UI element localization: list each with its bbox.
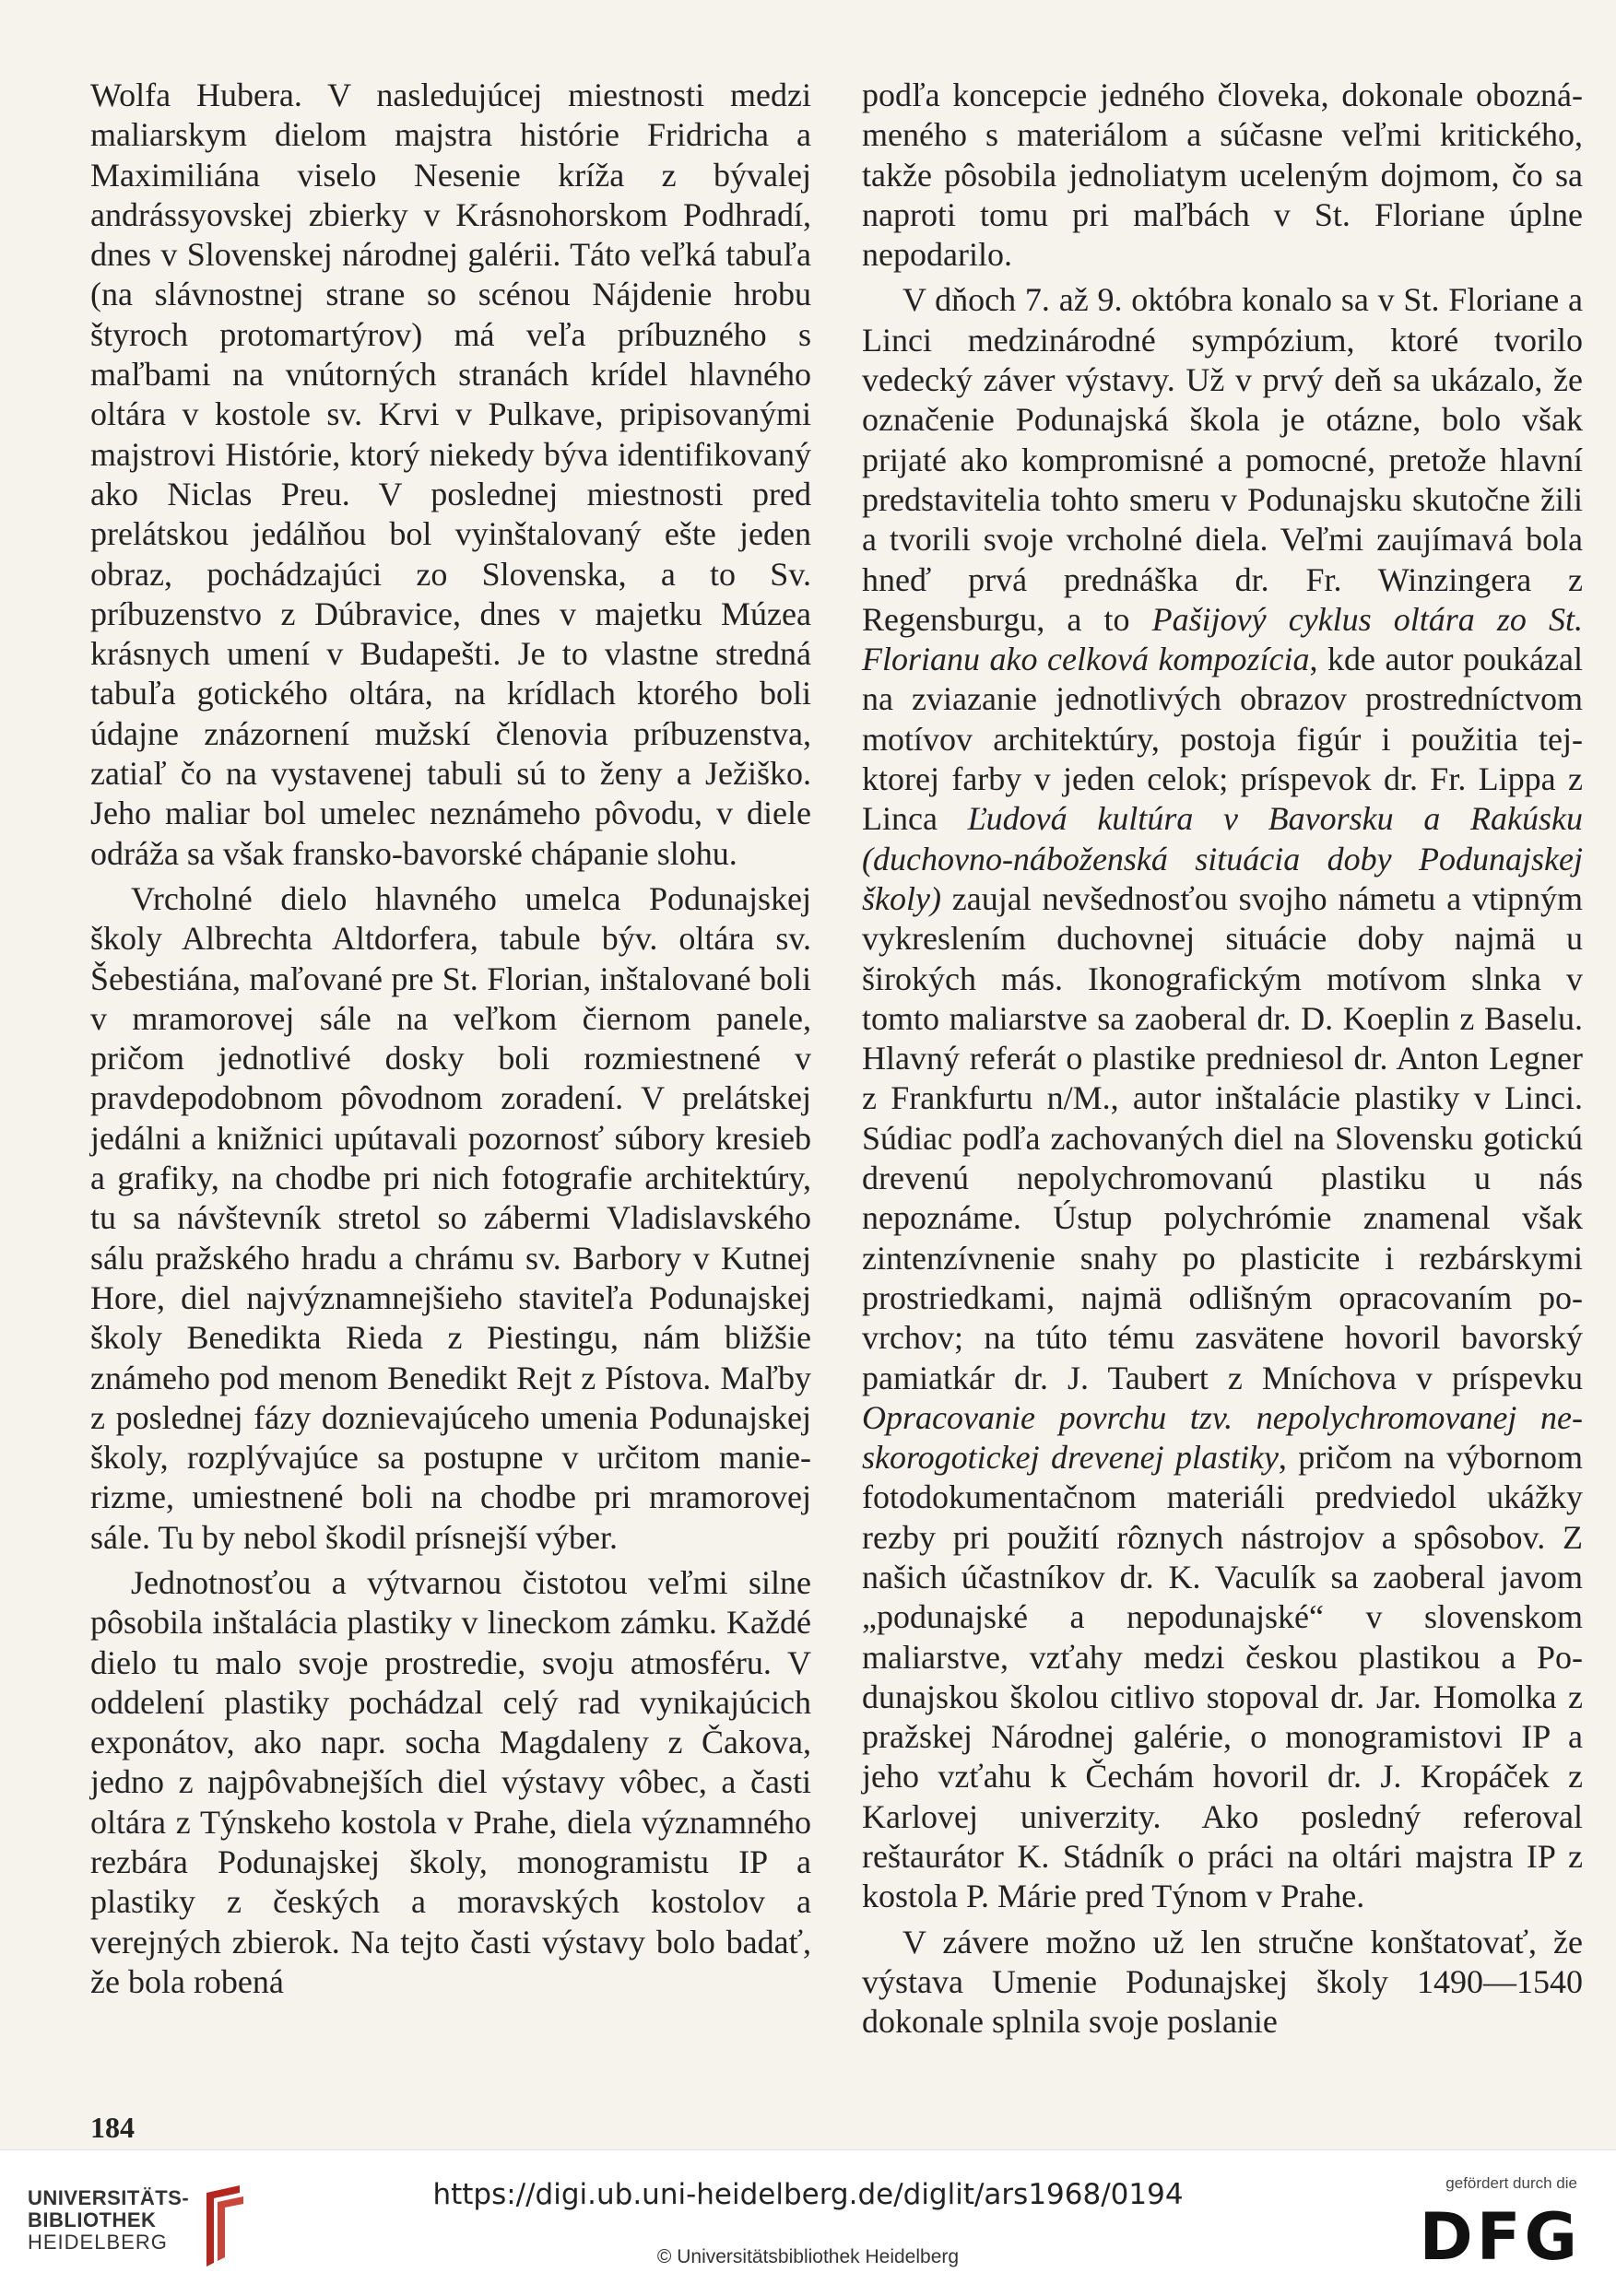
paragraph-right-3: V závere možno už len stručne konštatovať, že výstava Umenie Podunajskej školy 1490—1540 dokonale splnila svoje poslanie (862, 1923, 1583, 2041)
library-name-line-2: BIBLIOTHEK (28, 2208, 157, 2231)
dfg-logo[interactable]: DFG (1419, 2199, 1581, 2275)
library-name-line-1: UNIVERSITÄTS- (28, 2186, 190, 2209)
footer (0, 2149, 1616, 2296)
text-column-left (90, 76, 811, 2002)
copyright-notice: © Universitätsbibliothek Heidelberg (656, 2246, 960, 2267)
text-column-right (862, 76, 1583, 2043)
library-name-line-3: HEIDELBERG (28, 2231, 168, 2254)
paragraph-left-2: Vrcholné dielo hlavného umelca Podunajskej školy Albrechta Altdorfera, tabule býv. oltára sv. Šebestiána, maľované pre St. Florian, inštalované boli v mramorovej sále na veľkom čiernom panele, pričom jednotlivé dosky boli rozmiestnené v pravdepodobnom pôvodnom zoradení. V prelátskej jedálni a knižnici upútavali pozornosť súbory kresieb a grafiky, na chodbe pri nich fotografie architektúry, tu sa návštevník stretol so zábermi Vladislavského sálu pražského hradu a chrámu sv. Barbory v Kutnej Hore, diel najvýznamnejšieho staviteľa Podunajskej školy Benedikta Rieda z Piestingu, nám bližšie známeho pod menom Benedikt Rejt z Pístova. Maľby z poslednej fázy doznievajúceho umenia Podunajskej školy, rozplývajúce sa postupne v určitom manierizme, umiestnené boli na chodbe pri mramorovej sále. Tu by nebol škodil prísnejší výber. (90, 879, 811, 1556)
funding-note: gefördert durch die (1445, 2174, 1577, 2192)
paragraph-right-2: V dňoch 7. až 9. októbra konalo sa v St. Floriane a Linci medzinárodné sympózium, ktoré tvorilo vedecký záver výstavy. Už v prvý deň sa ukázalo, že označenie Podunajská škola je otázne, bolo však prijaté ako kompromisné a pomocné, pretože hlavní predstavitelia tohto smeru v Podunajsku skutočne žili a tvorili svoje vrcholné diela. Veľmi zaujímavá bola hneď prvá prednáška dr. Fr. Winzingera z Regensburgu, a to Pašijový cyklus oltára zo St. Florianu ako celková kompozícia, kde autor poukázal na zviazanie jednotlivých obrazov prostredníctvom motívov architektúry, postoja figúr i použitia tej-ktorej farby v jeden celok; príspevok dr. Fr. Lippa z Linca Ľudová kultúra v Bavorsku a Rakúsku (duchovno-náboženská situácia doby Podunajskej školy) zaujal nevšednosťou svojho námetu a vtipným vykreslením duchovnej situácie doby najmä u širokých más. Ikonografickým motívom slnka v tomto maliarstve sa zaoberal dr. D. Koeplin z Baselu. Hlavný referát o plastike predniesol dr. Anton Legner z Frankfurtu n/M., autor inštalácie plastiky v Linci. Súdiac podľa zachovaných diel na Slovensku gotickú drevenú nepolychromovanú plastiku u nás nepoznáme. Ústup polychrómie znamenal však zintenzívnenie snahy po plasticite i rezbárskymi prostriedkami, najmä odlišným opracovaním povrchov; na túto tému zasvätene hovoril bavorský pamiatkár dr. J. Taubert z Mníchova v príspevku Opracovanie povrchu tzv. nepolychromovanej neskorogotickej drevenej plastiky, pričom na výbornom fotodokumentačnom materiáli predviedol ukážky rezby pri použití rôznych nástrojov a spôsobov. Z našich účastníkov dr. K. Vaculík sa zaoberal javom „podunajské a nepodunajské“ v slovenskom maliarstve, vzťahy medzi českou plastikou a Podunajskou školou citlivo stopoval dr. Jar. Homolka z pražskej Národnej galérie, o monogramistovi IP a jeho vzťahu k Čechám hovoril dr. J. Kropáček z Karlovej univerzity. Ako posledný referoval reštaurátor K. Stádník o práci na oltári majstra IP z kostola P. Márie pred Týnom v Prahe. (862, 281, 1583, 1915)
page-number: 184 (90, 2111, 135, 2144)
paragraph-left-1: Wolfa Hubera. V nasledujúcej miestnosti medzi maliarskym dielom majstra histórie Fridricha a Maximiliána viselo Nesenie kríža z bývalej andrássyovskej zbierky v Krásnohorskom Podhradí, dnes v Slovenskej národnej galérii. Táto veľká tabuľa (na slávnostnej strane so scénou Nájdenie hrobu štyroch protomartýrov) má veľa príbuzného s maľbami na vnútorných stranách krídel hlavného oltára v kostole sv. Krvi v Pulkave, pripisovanými majstrovi Histórie, ktorý niekedy býva identifikovaný ako Niclas Preu. V poslednej miestnosti pred prelátskou jedálňou bol vyinštalovaný ešte jeden obraz, pochádzajúci zo Slovenska, a to Sv. príbuzenstvo z Dúbravice, dnes v majetku Múzea krásnych umení v Budapešti. Je to vlastne stredná tabuľa gotického oltára, na krídlach ktorého boli údajne znázornení mužskí členovia príbuzenstva, zatiaľ čo na vystavenej tabuli sú to ženy a Ježiško. Jeho maliar bol umelec neznámeho pôvodu, v diele odráža sa však fransko-bavorské chápanie slohu. (90, 77, 811, 872)
paragraph-left-3: Jednotnosťou a výtvarnou čistotou veľmi silne pôsobila inštalácia plastiky v lineckom zámku. Každé dielo tu malo svoje prostredie, svoju atmosféru. V oddelení plastiky pochádzal celý rad vynikajúcich exponátov, ako napr. socha Magdaleny z Čakova, jedno z najpôvabnejších diel výstavy vôbec, a časti oltára z Týnskeho kostola v Prahe, diela významného rezbára Podunajskej školy, monogramistu IP a plastiky z českých a moravských kostolov a verejných zbierok. Na tejto časti výstavy bolo badať, že bola robená (90, 1563, 811, 2000)
permalink-url[interactable]: https://digi.ub.uni-heidelberg.de/diglit/ars1968/0194 (432, 2178, 1184, 2211)
paragraph-right-1: podľa koncepcie jedného človeka, dokonale oboznámeného s materiálom a súčasne veľmi kritického, takže pôsobila jednoliatym uceleným dojmom, čo sa naproti tomu pri maľbách v St. Floriane úplne nepodarilo. (862, 77, 1583, 274)
